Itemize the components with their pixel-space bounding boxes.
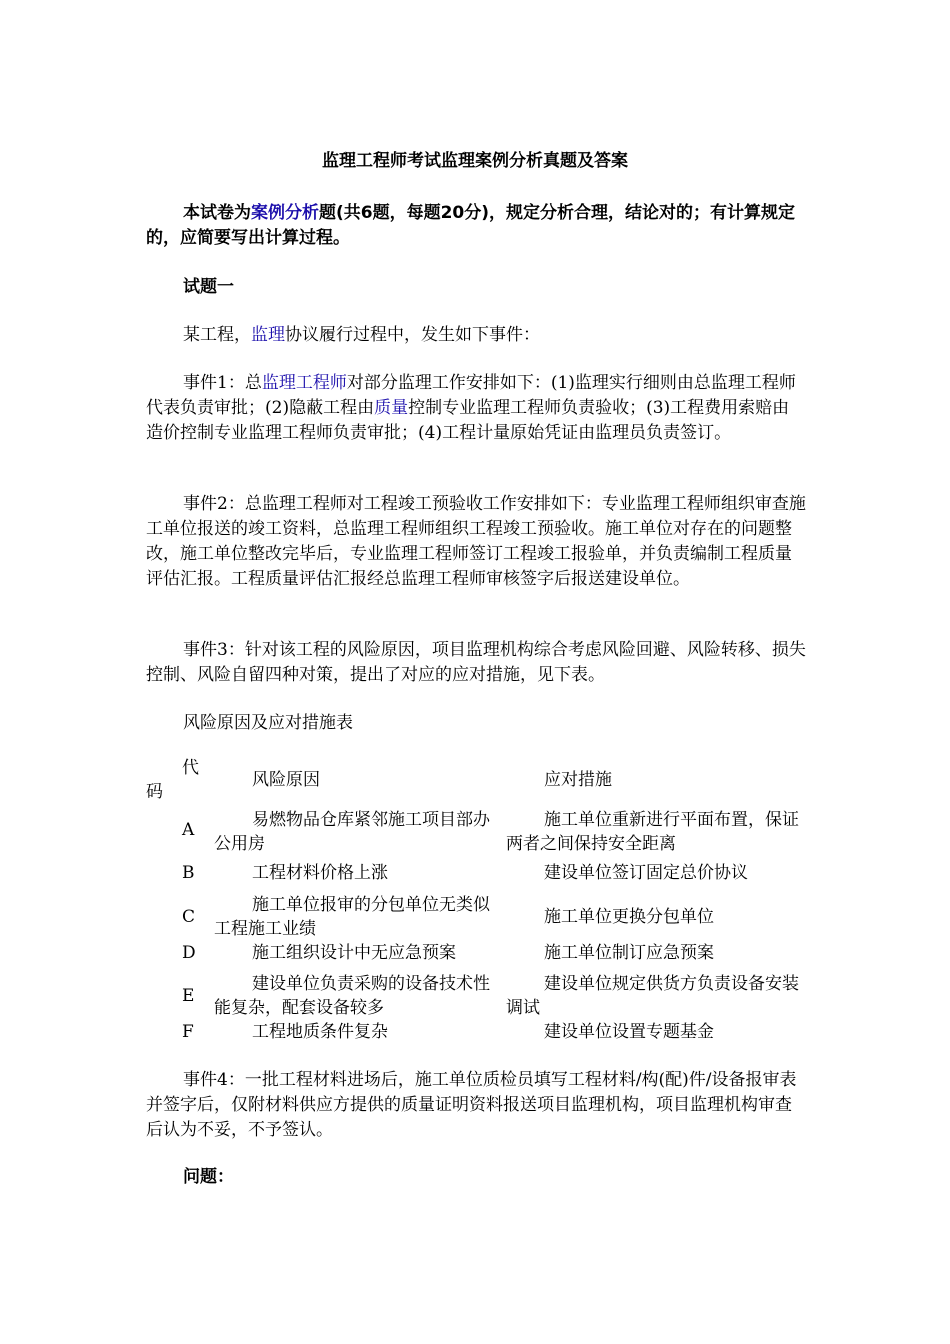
table-header-row bbox=[146, 752, 806, 804]
row-cause: 易燃物品仓库紧邻施工项目部办公用房 bbox=[214, 810, 490, 854]
question1-heading: 试题一 bbox=[183, 277, 234, 297]
row-code: F bbox=[182, 1022, 194, 1042]
row-code: D bbox=[182, 943, 196, 963]
row-code: B bbox=[182, 863, 195, 883]
row-cause: 建设单位负责采购的设备技术性能复杂，配套设备较多 bbox=[214, 974, 490, 1018]
row-measure: 建设单位规定供货方负责设备安装调试 bbox=[506, 974, 799, 1018]
row-cause: 工程地质条件复杂 bbox=[252, 1022, 388, 1042]
row-measure: 建设单位签订固定总价协议 bbox=[544, 863, 748, 883]
supervising-engineer-link[interactable]: 监理工程师 bbox=[261, 373, 347, 393]
row-code: E bbox=[182, 986, 195, 1006]
header-cause: 风险原因 bbox=[252, 770, 320, 790]
row-measure: 施工单位更换分包单位 bbox=[544, 907, 714, 927]
questions-colon: ： bbox=[217, 1167, 234, 1187]
background-prefix: 某工程， bbox=[183, 325, 251, 345]
intro-prefix: 本试卷为 bbox=[183, 203, 251, 223]
event3-paragraph: 事件3：针对该工程的风险原因，项目监理机构综合考虑风险回避、风险转移、损失控制、风险自留四种对策，提出了对应的应对措施，见下表。 bbox=[146, 640, 806, 685]
event2-paragraph: 事件2：总监理工程师对工程竣工预验收工作安排如下：专业监理工程师组织审查施工单位报送的竣工资料，总监理工程师组织工程竣工预验收。施工单位对存在的问题整改，施工单位整改完毕后，专业监理工程师签订工程竣工报验单，并负责编制工程质量评估汇报。工程质量评估汇报经总监理工程师审核签字后报送建设单位。 bbox=[146, 494, 806, 589]
row-cause: 施工单位报审的分包单位无类似工程施工业绩 bbox=[214, 895, 490, 939]
row-measure: 建设单位设置专题基金 bbox=[544, 1022, 714, 1042]
background-suffix: 协议履行过程中，发生如下事件： bbox=[285, 325, 540, 345]
event1-paragraph bbox=[146, 371, 806, 446]
quality-link[interactable]: 质量 bbox=[374, 398, 409, 418]
table-caption: 风险原因及应对措施表 bbox=[183, 713, 353, 733]
table-row bbox=[146, 804, 806, 857]
table-row bbox=[146, 857, 806, 889]
row-cause: 施工组织设计中无应急预案 bbox=[252, 943, 456, 963]
row-code: A bbox=[182, 820, 195, 840]
risk-table bbox=[146, 752, 806, 1046]
table-row bbox=[146, 937, 806, 968]
header-measure: 应对措施 bbox=[544, 770, 612, 790]
row-measure: 施工单位重新进行平面布置，保证两者之间保持安全距离 bbox=[506, 810, 799, 854]
row-measure: 施工单位制订应急预案 bbox=[544, 943, 714, 963]
header-code-part1: 代 bbox=[182, 758, 199, 778]
questions-label: 问题 bbox=[183, 1167, 217, 1187]
table-row bbox=[146, 1016, 806, 1046]
row-cause: 工程材料价格上涨 bbox=[252, 863, 388, 883]
background-paragraph bbox=[146, 323, 806, 348]
questions-heading bbox=[146, 1165, 806, 1190]
row-code: C bbox=[182, 907, 196, 927]
intro-paragraph bbox=[146, 201, 806, 251]
event1-middle: 对部分监理工作安排如下：(1)监理实行细则由总监理工程师代表负责审批；(2)隐蔽工程由 bbox=[146, 373, 796, 418]
event1-prefix: 事件1：总 bbox=[183, 373, 262, 393]
event1-suffix: 控制专业监理工程师负责验收；(3)工程费用索赔由造价控制专业监理工程师负责审批；(4)工程计量原始凭证由监理员负责签订。 bbox=[146, 398, 790, 443]
case-analysis-link[interactable]: 案例分析 bbox=[251, 203, 319, 223]
supervision-link[interactable]: 监理 bbox=[251, 325, 285, 345]
intro-suffix: 题(共6题，每题20分)，规定分析合理，结论对的；有计算规定的，应简要写出计算过程。 bbox=[146, 203, 796, 248]
header-code-part2: 码 bbox=[146, 782, 163, 802]
document-title: 监理工程师考试监理案例分析真题及答案 bbox=[322, 151, 628, 171]
event4-paragraph: 事件4：一批工程材料进场后，施工单位质检员填写工程材料/构(配)件/设备报审表并签字后，仅附材料供应方提供的质量证明资料报送项目监理机构，项目监理机构审查后认为不妥，不予签认。 bbox=[146, 1070, 797, 1140]
table-row bbox=[146, 968, 806, 1016]
table-row bbox=[146, 889, 806, 937]
